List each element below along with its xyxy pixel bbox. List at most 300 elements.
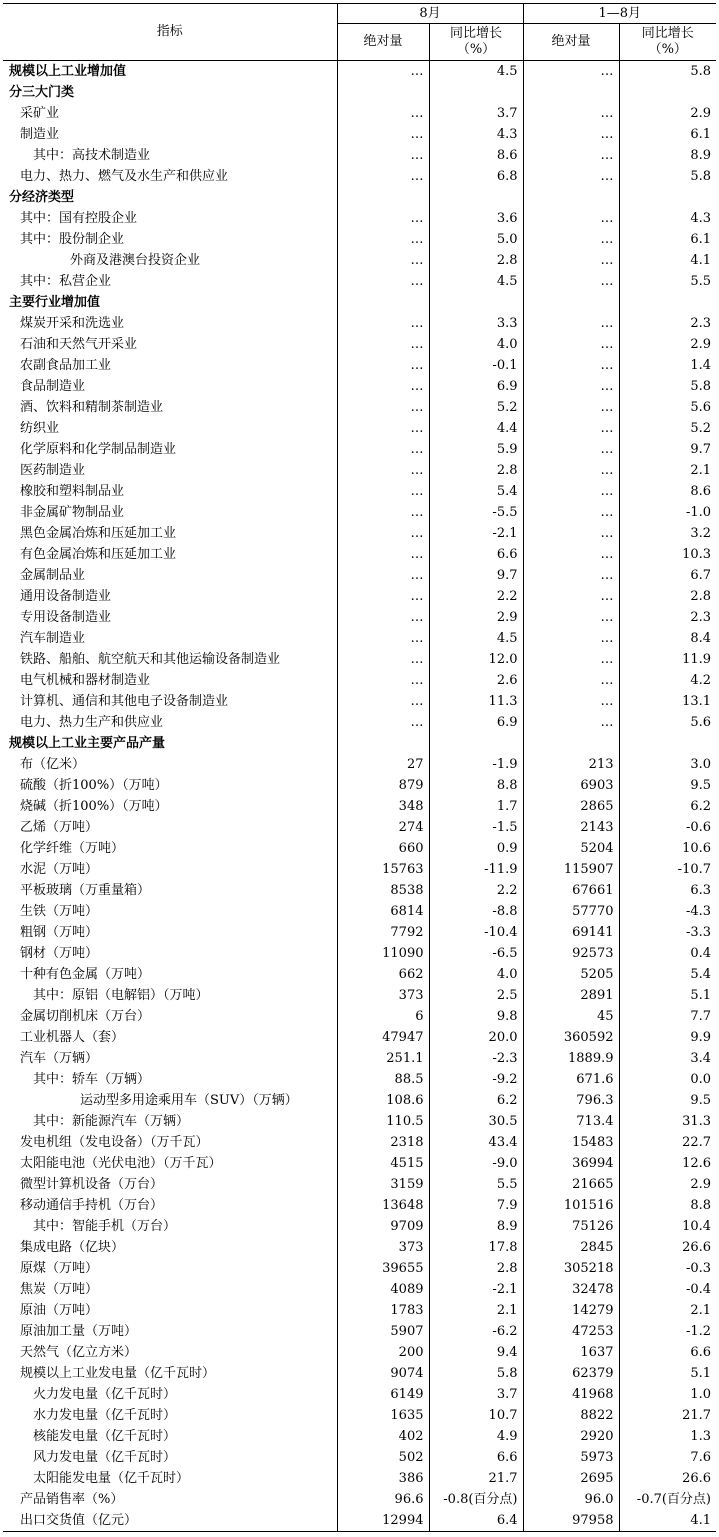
august-absolute-cell: 47947	[337, 1027, 429, 1048]
august-absolute-cell: …	[337, 334, 429, 355]
august-absolute-cell: 274	[337, 817, 429, 838]
indicator-cell: 电力、热力生产和供应业	[20, 715, 164, 730]
august-growth-cell: -2.1	[429, 523, 523, 544]
table-header	[3, 4, 716, 61]
august-absolute-cell	[337, 187, 429, 208]
cumulative-absolute-cell: …	[523, 145, 619, 166]
indicator-cell: 工业机器人（套）	[20, 1030, 125, 1045]
table-row	[3, 628, 716, 649]
august-absolute-cell: …	[337, 103, 429, 124]
cumulative-growth-cell: 2.3	[619, 607, 716, 628]
cumulative-growth-cell: 0.4	[619, 943, 716, 964]
august-absolute-cell: 11090	[337, 943, 429, 964]
indicator-cell: 水力发电量（亿千瓦时）	[33, 1408, 177, 1423]
cumulative-growth-cell: 4.3	[619, 208, 716, 229]
august-growth-cell: 6.6	[429, 1447, 523, 1468]
august-growth-cell: 0.9	[429, 838, 523, 859]
august-absolute-cell: …	[337, 607, 429, 628]
indicator-cell: 黑色金属冶炼和压延加工业	[20, 526, 177, 541]
august-absolute-cell: 27	[337, 754, 429, 775]
cumulative-growth-cell: 5.8	[619, 376, 716, 397]
cumulative-growth-cell: -0.3	[619, 1258, 716, 1279]
table-row	[3, 439, 716, 460]
indicator-cell: 有色金属冶炼和压延加工业	[20, 547, 177, 562]
table-row	[3, 418, 716, 439]
august-growth-cell: 43.4	[429, 1132, 523, 1153]
table-row	[3, 1510, 716, 1532]
august-absolute-cell	[337, 292, 429, 313]
august-absolute-cell: …	[337, 313, 429, 334]
august-growth-cell: 2.2	[429, 880, 523, 901]
august-growth-cell: 9.8	[429, 1006, 523, 1027]
period-jan-aug-header: 1—8月	[523, 4, 716, 24]
cumulative-growth-cell: 2.1	[619, 460, 716, 481]
cumulative-absolute-cell: 5204	[523, 838, 619, 859]
indicator-cell: 分三大门类	[9, 85, 75, 100]
indicator-cell: 火力发电量（亿千瓦时）	[33, 1387, 177, 1402]
cumulative-growth-cell: -1.2	[619, 1321, 716, 1342]
cumulative-absolute-cell: …	[523, 586, 619, 607]
august-absolute-cell: 12994	[337, 1510, 429, 1532]
cumulative-growth-cell: 0.0	[619, 1069, 716, 1090]
indicator-cell: 天然气（亿立方米）	[20, 1345, 138, 1360]
august-growth-cell: 4.0	[429, 334, 523, 355]
august-growth-cell: -1.9	[429, 754, 523, 775]
table-row	[3, 1069, 716, 1090]
august-growth-cell: 2.8	[429, 460, 523, 481]
table-row	[3, 1384, 716, 1405]
cumulative-growth-cell: 5.1	[619, 1363, 716, 1384]
cumulative-absolute-cell: …	[523, 544, 619, 565]
period-august-header: 8月	[337, 4, 523, 24]
august-absolute-cell: 386	[337, 1468, 429, 1489]
table-row	[3, 1111, 716, 1132]
august-absolute-cell: …	[337, 670, 429, 691]
indicator-cell: 十种有色金属（万吨）	[20, 967, 151, 982]
table-row	[3, 145, 716, 166]
cumulative-absolute-cell: …	[523, 271, 619, 292]
cumulative-absolute-cell: …	[523, 565, 619, 586]
table-row	[3, 754, 716, 775]
indicator-cell: 原煤（万吨）	[20, 1261, 99, 1276]
august-growth-cell: 6.4	[429, 1510, 523, 1532]
cumulative-absolute-cell: …	[523, 376, 619, 397]
august-absolute-cell: 39655	[337, 1258, 429, 1279]
cumulative-growth-cell: 22.7	[619, 1132, 716, 1153]
cumulative-absolute-cell: 69141	[523, 922, 619, 943]
august-growth-cell: -5.5	[429, 502, 523, 523]
cumulative-absolute-cell: 1637	[523, 1342, 619, 1363]
cumulative-growth-cell: 7.6	[619, 1447, 716, 1468]
table-row	[3, 565, 716, 586]
table-row	[3, 1216, 716, 1237]
indicator-cell: 运动型多用途乘用车（SUV）（万辆）	[80, 1093, 298, 1108]
august-growth-cell: 4.9	[429, 1426, 523, 1447]
august-growth-cell: 1.7	[429, 796, 523, 817]
cumulative-absolute-cell: 2920	[523, 1426, 619, 1447]
cumulative-growth-cell: 2.9	[619, 103, 716, 124]
indicator-cell: 移动通信手持机（万台）	[20, 1198, 164, 1213]
cumulative-growth-cell: 26.6	[619, 1468, 716, 1489]
august-absolute-cell: 9709	[337, 1216, 429, 1237]
cumulative-absolute-cell: 1889.9	[523, 1048, 619, 1069]
august-growth-cell: 5.4	[429, 481, 523, 502]
section-header-row	[3, 292, 716, 313]
indicator-cell: 出口交货值（亿元）	[3, 1510, 337, 1532]
cumulative-growth-cell: 10.6	[619, 838, 716, 859]
august-absolute-cell: …	[337, 523, 429, 544]
table-row	[3, 1006, 716, 1027]
table-row	[3, 1447, 716, 1468]
cumulative-absolute-cell: 213	[523, 754, 619, 775]
cumulative-growth-cell: 26.6	[619, 1237, 716, 1258]
august-growth-cell: -2.3	[429, 1048, 523, 1069]
august-absolute-cell: 5907	[337, 1321, 429, 1342]
cumulative-growth-cell: 8.9	[619, 145, 716, 166]
cumulative-absolute-cell: 47253	[523, 1321, 619, 1342]
cumulative-absolute-cell: …	[523, 355, 619, 376]
august-absolute-cell: 110.5	[337, 1111, 429, 1132]
august-growth-cell: -10.4	[429, 922, 523, 943]
august-growth-cell: 8.8	[429, 775, 523, 796]
cumulative-growth-cell: 9.5	[619, 1090, 716, 1111]
august-growth-cell: 4.0	[429, 964, 523, 985]
cumulative-absolute-cell: …	[523, 670, 619, 691]
august-absolute-cell: 879	[337, 775, 429, 796]
august-growth-cell	[429, 292, 523, 313]
cumulative-absolute-cell: 62379	[523, 1363, 619, 1384]
table-row	[3, 838, 716, 859]
indicator-cell: 金属制品业	[20, 568, 86, 583]
table-row	[3, 1300, 716, 1321]
august-growth-cell: 12.0	[429, 649, 523, 670]
table-row	[3, 271, 716, 292]
cumulative-absolute-cell: 101516	[523, 1195, 619, 1216]
indicator-cell: 产品销售率（%）	[20, 1492, 124, 1507]
august-absolute-cell: 4515	[337, 1153, 429, 1174]
section-header-row	[3, 61, 716, 83]
cumulative-growth-cell: 8.4	[619, 628, 716, 649]
cumulative-growth-cell: 31.3	[619, 1111, 716, 1132]
indicator-cell: 规模以上工业主要产品产量	[9, 736, 166, 751]
cumulative-growth-cell: 9.5	[619, 775, 716, 796]
august-absolute-cell: 2318	[337, 1132, 429, 1153]
august-growth-cell: 20.0	[429, 1027, 523, 1048]
table-row	[3, 880, 716, 901]
august-growth-cell: 2.5	[429, 985, 523, 1006]
table-row	[3, 607, 716, 628]
table-row	[3, 775, 716, 796]
august-growth-cell: -2.1	[429, 1279, 523, 1300]
indicator-cell: 规模以上工业增加值	[9, 64, 127, 79]
cumulative-absolute-cell: …	[523, 628, 619, 649]
indicator-cell: 制造业	[20, 127, 60, 142]
august-growth-cell: 6.9	[429, 376, 523, 397]
indicator-cell: 橡胶和塑料制品业	[20, 484, 125, 499]
section-header-row	[3, 733, 716, 754]
cumulative-growth-cell: 21.7	[619, 1405, 716, 1426]
table-row	[3, 1048, 716, 1069]
cumulative-absolute-cell: 2865	[523, 796, 619, 817]
cumulative-absolute-cell: 92573	[523, 943, 619, 964]
august-absolute-cell: …	[337, 502, 429, 523]
august-growth-cell: 21.7	[429, 1468, 523, 1489]
cumulative-growth-cell: 1.0	[619, 1384, 716, 1405]
growth-header-line2: （%）	[456, 42, 496, 57]
cumulative-absolute-cell	[523, 82, 619, 103]
table-row	[3, 1195, 716, 1216]
august-growth-cell: 4.5	[429, 61, 523, 83]
august-absolute-cell: …	[337, 439, 429, 460]
cumulative-absolute-cell: 67661	[523, 880, 619, 901]
cumulative-growth-cell: 5.2	[619, 418, 716, 439]
table-row	[3, 103, 716, 124]
august-growth-header	[429, 24, 523, 61]
cumulative-absolute-cell	[523, 187, 619, 208]
cumulative-absolute-cell: …	[523, 691, 619, 712]
cumulative-growth-cell: 6.6	[619, 1342, 716, 1363]
cumulative-growth-cell: 5.6	[619, 712, 716, 733]
cumulative-growth-cell: 9.7	[619, 439, 716, 460]
cumulative-absolute-cell: 305218	[523, 1258, 619, 1279]
august-growth-cell: 6.6	[429, 544, 523, 565]
growth-header-line1: 同比增长	[449, 26, 502, 41]
table-row	[3, 1405, 716, 1426]
august-absolute-cell: 8538	[337, 880, 429, 901]
august-growth-cell: 5.2	[429, 397, 523, 418]
cumulative-growth-cell: 5.6	[619, 397, 716, 418]
cumulative-growth-cell: 5.8	[619, 61, 716, 83]
august-growth-cell: 4.4	[429, 418, 523, 439]
indicator-cell: 钢材（万吨）	[20, 946, 99, 961]
table-row	[3, 1468, 716, 1489]
indicator-cell: 烧碱（折100%）（万吨）	[20, 799, 168, 814]
indicator-cell: 主要行业增加值	[9, 295, 101, 310]
table-row	[3, 670, 716, 691]
cumulative-absolute-cell: 2695	[523, 1468, 619, 1489]
august-growth-cell: 3.6	[429, 208, 523, 229]
indicator-cell: 发电机组（发电设备）（万千瓦）	[20, 1135, 209, 1150]
table-row	[3, 1342, 716, 1363]
indicator-cell: 其中：智能手机（万台）	[33, 1219, 177, 1234]
indicator-cell: 电气机械和器材制造业	[20, 673, 151, 688]
cumulative-absolute-cell: …	[523, 61, 619, 83]
table-row	[3, 796, 716, 817]
table-row	[3, 502, 716, 523]
cumulative-absolute-cell: …	[523, 313, 619, 334]
indicator-cell: 硫酸（折100%）（万吨）	[20, 778, 168, 793]
cumulative-absolute-cell: 796.3	[523, 1090, 619, 1111]
cumulative-absolute-cell: 2845	[523, 1237, 619, 1258]
august-absolute-cell: 3159	[337, 1174, 429, 1195]
august-growth-cell: 3.3	[429, 313, 523, 334]
august-growth-cell: 5.0	[429, 229, 523, 250]
august-growth-cell: 9.7	[429, 565, 523, 586]
cumulative-growth-cell: -10.7	[619, 859, 716, 880]
cumulative-growth-cell: 10.3	[619, 544, 716, 565]
august-absolute-cell: 373	[337, 985, 429, 1006]
cumulative-absolute-cell: …	[523, 229, 619, 250]
indicator-cell: 其中：股份制企业	[20, 232, 125, 247]
august-growth-cell	[429, 733, 523, 754]
cumulative-growth-cell: 5.1	[619, 985, 716, 1006]
cumulative-growth-cell: 1.3	[619, 1426, 716, 1447]
indicator-cell: 外商及港澳台投资企业	[70, 253, 201, 268]
cumulative-absolute-cell: 6903	[523, 775, 619, 796]
table-row	[3, 985, 716, 1006]
indicator-cell: 乙烯（万吨）	[20, 820, 99, 835]
cumulative-growth-cell: 2.8	[619, 586, 716, 607]
cumulative-growth-cell: -0.6	[619, 817, 716, 838]
cumulative-growth-cell: 8.6	[619, 481, 716, 502]
indicator-cell: 水泥（万吨）	[20, 862, 99, 877]
august-growth-cell: 7.9	[429, 1195, 523, 1216]
cumulative-growth-cell: 2.9	[619, 334, 716, 355]
table-row	[3, 1237, 716, 1258]
indicator-cell: 专用设备制造业	[20, 610, 112, 625]
august-absolute-cell: …	[337, 628, 429, 649]
table-row	[3, 1258, 716, 1279]
cumulative-absolute-cell: 360592	[523, 1027, 619, 1048]
table-row	[3, 208, 716, 229]
august-absolute-cell: …	[337, 61, 429, 83]
august-growth-cell: -6.5	[429, 943, 523, 964]
august-absolute-cell: …	[337, 124, 429, 145]
table-row	[3, 397, 716, 418]
indicator-cell: 原油（万吨）	[20, 1303, 99, 1318]
cumulative-absolute-cell: 21665	[523, 1174, 619, 1195]
table-row	[3, 859, 716, 880]
indicator-cell: 石油和天然气开采业	[20, 337, 138, 352]
cumulative-growth-cell: 6.1	[619, 229, 716, 250]
indicator-cell: 金属切削机床（万台）	[20, 1009, 151, 1024]
cumulative-absolute-cell: …	[523, 166, 619, 187]
august-growth-cell: -1.5	[429, 817, 523, 838]
cumulative-absolute-cell: …	[523, 103, 619, 124]
august-growth-cell: -8.8	[429, 901, 523, 922]
cumulative-growth-cell: 4.1	[619, 1510, 716, 1532]
cumulative-absolute-cell: …	[523, 418, 619, 439]
indicator-cell: 平板玻璃（万重量箱）	[20, 883, 151, 898]
indicator-cell: 采矿业	[20, 106, 60, 121]
august-absolute-cell: …	[337, 166, 429, 187]
august-absolute-cell: 251.1	[337, 1048, 429, 1069]
cumulative-growth-cell: 5.8	[619, 166, 716, 187]
august-growth-cell: 8.9	[429, 1216, 523, 1237]
cumulative-absolute-cell: 2143	[523, 817, 619, 838]
section-header-row	[3, 187, 716, 208]
cumulative-absolute-cell: 2891	[523, 985, 619, 1006]
indicator-cell: 食品制造业	[20, 379, 86, 394]
cumulative-absolute-cell: 8822	[523, 1405, 619, 1426]
august-absolute-cell: …	[337, 565, 429, 586]
cumulative-growth-cell: 6.2	[619, 796, 716, 817]
table-row	[3, 313, 716, 334]
cumulative-absolute-header: 绝对量	[523, 24, 619, 61]
august-absolute-cell: …	[337, 250, 429, 271]
august-absolute-cell: 402	[337, 1426, 429, 1447]
table-row	[3, 376, 716, 397]
table-row	[3, 1321, 716, 1342]
august-absolute-cell: …	[337, 544, 429, 565]
table-row	[3, 586, 716, 607]
table-row	[3, 355, 716, 376]
august-absolute-cell	[337, 82, 429, 103]
august-absolute-cell: 660	[337, 838, 429, 859]
august-absolute-cell: …	[337, 208, 429, 229]
cumulative-growth-cell: 2.9	[619, 1174, 716, 1195]
indicator-cell: 太阳能电池（光伏电池）（万千瓦）	[20, 1156, 222, 1171]
indicator-cell: 其中：国有控股企业	[20, 211, 138, 226]
august-absolute-cell: 6149	[337, 1384, 429, 1405]
table-row	[3, 334, 716, 355]
indicator-cell: 粗钢（万吨）	[20, 925, 99, 940]
indicator-cell: 其中：轿车（万辆）	[33, 1072, 151, 1087]
august-growth-cell: 11.3	[429, 691, 523, 712]
section-header-row	[3, 82, 716, 103]
august-growth-cell: 6.8	[429, 166, 523, 187]
august-absolute-cell: …	[337, 691, 429, 712]
table-row	[3, 943, 716, 964]
august-growth-cell: 5.5	[429, 1174, 523, 1195]
indicator-cell: 其中：高技术制造业	[33, 148, 151, 163]
table-row	[3, 1426, 716, 1447]
indicator-cell: 微型计算机设备（万台）	[20, 1177, 164, 1192]
cumulative-growth-cell: 10.4	[619, 1216, 716, 1237]
august-absolute-cell: 15763	[337, 859, 429, 880]
cumulative-growth-cell: -4.3	[619, 901, 716, 922]
cumulative-growth-cell: 9.9	[619, 1027, 716, 1048]
indicator-cell: 分经济类型	[9, 190, 75, 205]
table-row	[3, 922, 716, 943]
cumulative-absolute-cell: …	[523, 439, 619, 460]
august-absolute-cell: 88.5	[337, 1069, 429, 1090]
august-absolute-cell: 9074	[337, 1363, 429, 1384]
august-absolute-cell: 7792	[337, 922, 429, 943]
august-growth-cell: 6.2	[429, 1090, 523, 1111]
cumulative-growth-cell: 4.2	[619, 670, 716, 691]
indicator-cell: 铁路、船舶、航空航天和其他运输设备制造业	[20, 652, 281, 667]
table-row	[3, 817, 716, 838]
cumulative-absolute-cell: 671.6	[523, 1069, 619, 1090]
indicator-cell: 化学原料和化学制品制造业	[20, 442, 177, 457]
cumulative-growth-cell: 3.4	[619, 1048, 716, 1069]
cumulative-growth-cell	[619, 292, 716, 313]
august-absolute-cell: …	[337, 271, 429, 292]
cumulative-absolute-cell: 97958	[523, 1510, 619, 1532]
august-growth-cell: 2.9	[429, 607, 523, 628]
table-row	[3, 901, 716, 922]
indicator-cell: 核能发电量（亿千瓦时）	[33, 1429, 177, 1444]
indicator-cell: 生铁（万吨）	[20, 904, 99, 919]
indicator-header: 指标	[3, 4, 337, 61]
cumulative-absolute-cell	[523, 733, 619, 754]
indicator-cell: 其中：原铝（电解铝）（万吨）	[33, 988, 209, 1003]
cumulative-growth-cell: 7.7	[619, 1006, 716, 1027]
cumulative-growth-cell: 6.7	[619, 565, 716, 586]
cumulative-absolute-cell: 36994	[523, 1153, 619, 1174]
cumulative-growth-cell: -0.7(百分点)	[619, 1489, 716, 1510]
indicator-cell: 太阳能发电量（亿千瓦时）	[33, 1471, 190, 1486]
cumulative-growth-cell: 13.1	[619, 691, 716, 712]
indicator-cell: 其中：新能源汽车（万辆）	[33, 1114, 190, 1129]
august-growth-cell: 4.3	[429, 124, 523, 145]
indicator-cell: 规模以上工业发电量（亿千瓦时）	[20, 1366, 216, 1381]
cumulative-growth-cell: -1.0	[619, 502, 716, 523]
indicator-cell: 酒、饮料和精制茶制造业	[20, 400, 164, 415]
cumulative-absolute-cell: …	[523, 502, 619, 523]
indicator-cell: 风力发电量（亿千瓦时）	[33, 1450, 177, 1465]
